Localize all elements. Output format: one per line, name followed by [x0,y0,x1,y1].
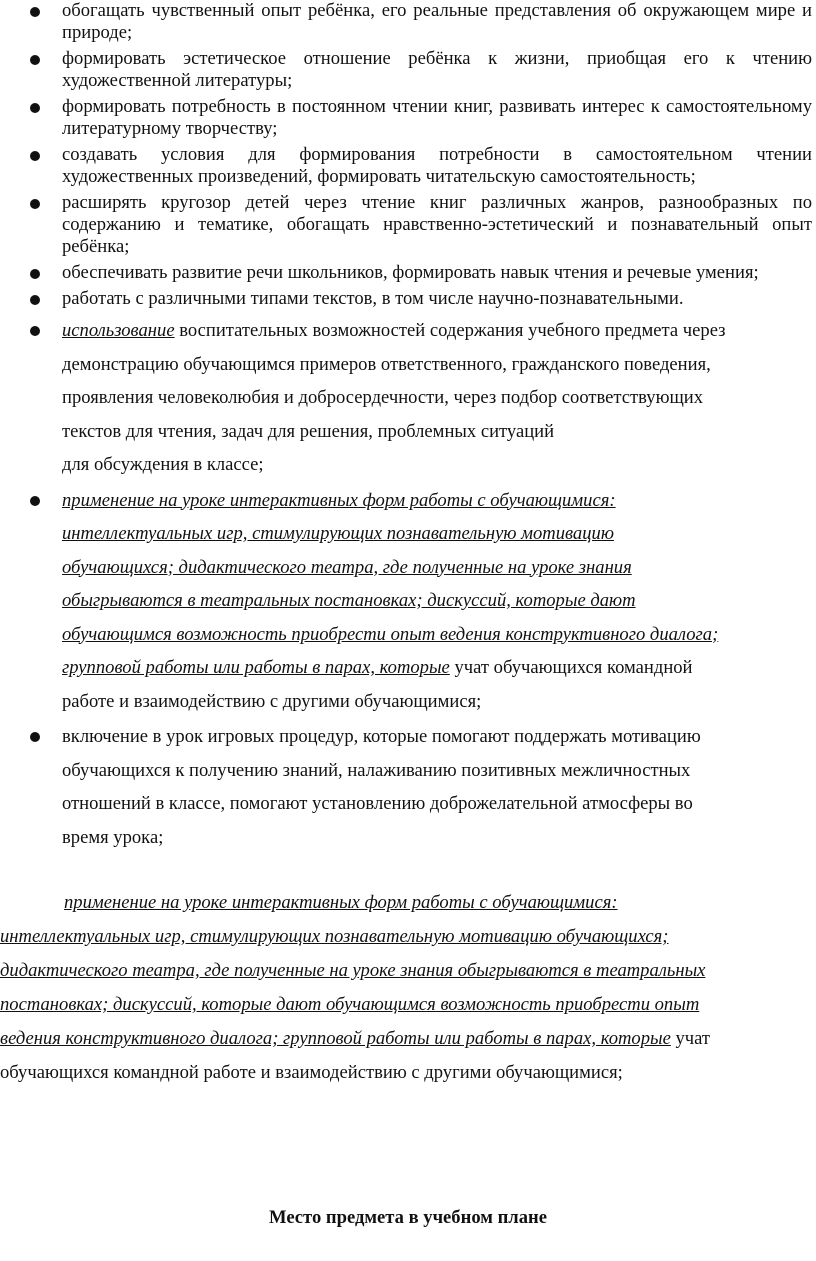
list-item-text: воспитательных возможностей содержания учебного предмета через [174,320,726,341]
emphasis-text: дидактического театра, где полученные на уроке знания обыгрываются в театральных [0,960,706,981]
list-item-interactive [0,484,816,719]
list-item-text: обучающихся к получению знаний, налаживанию позитивных межличностных [62,759,691,781]
list-item-text: для обсуждения в классе; [62,454,264,475]
list-item-text: создавать условия для формирования потребности в самостоятельном чтении художественных произведений, формировать читательскую самостоятельность; [62,144,812,187]
bullet-icon [30,55,40,65]
bullet-icon [30,151,40,161]
list-item-text: обогащать чувственный опыт ребёнка, его реальные представления об окружающем мире и природе; [62,0,812,43]
list-item-games [0,720,816,854]
list-item [0,0,816,44]
emphasis-text: применение на уроке интерактивных форм работы с обучающимися: [64,892,618,913]
list-item-text: демонстрацию обучающимся примеров ответственного, гражданского поведения, [62,353,711,375]
section-heading: Место предмета в учебном плане [269,1207,547,1228]
list-item [0,288,816,310]
emphasis-text: ведения конструктивного диалога; групповой работы или работы в парах, которые [0,1028,671,1049]
list-item-text: учат обучающихся командной [449,657,693,678]
emphasis-text: интеллектуальных игр, стимулирующих познавательную мотивацию обучающихся; [0,926,669,947]
list-item [0,144,816,188]
list-item-text: формировать эстетическое отношение ребёнка к жизни, приобщая его к чтению художественной литературы; [62,48,812,91]
bullet-icon [30,199,40,209]
bullet-icon [30,496,40,506]
list-item [0,96,816,140]
paragraph-text: учат [670,1028,711,1049]
list-item-use [0,314,816,482]
emphasis-text: обучающимся возможность приобрести опыт ведения конструктивного диалога; [62,623,719,645]
bullet-icon [30,732,40,742]
list-item [0,262,816,284]
list-item-text: обеспечивать развитие речи школьников, формировать навык чтения и речевые умения; [62,262,759,283]
bullet-icon [30,326,40,336]
bullet-icon [30,103,40,113]
bullet-icon [30,269,40,279]
emphasis-text: использование [62,320,175,341]
list-item-text: время урока; [62,826,164,848]
list-item [0,48,816,92]
emphasis-text: постановках; дискуссий, которые дают обучающимся возможность приобрести опыт [0,994,700,1015]
list-item-text: отношений в классе, помогают установлению доброжелательной атмосферы во [62,793,693,814]
list-item-text: проявления человеколюбия и добросердечности, через подбор соответствующих [62,387,704,408]
bullet-icon [30,295,40,305]
emphasis-text: интеллектуальных игр, стимулирующих познавательную мотивацию [62,523,614,544]
list-item-text: работе и взаимодействию с другими обучающимися; [62,690,482,712]
list-item [0,192,816,258]
list-item-text: текстов для чтения, задач для решения, проблемных ситуаций [62,420,555,442]
emphasis-text: групповой работы или работы в парах, которые [62,657,450,678]
paragraph-text: обучающихся командной работе и взаимодействию с другими обучающимися; [0,1062,623,1083]
list-item-text: работать с различными типами текстов, в том числе научно-познавательными. [62,288,684,309]
emphasis-text: обыгрываются в театральных постановках; дискуссий, которые дают [62,590,636,611]
interactive-paragraph [0,886,812,1090]
list-item-text: формировать потребность в постоянном чтении книг, развивать интерес к самостоятельному литературному творчеству; [62,96,812,139]
emphasis-text: обучающихся; дидактического театра, где полученные на уроке знания [62,556,632,578]
list-item-text: включение в урок игровых процедур, которые помогают поддержать мотивацию [62,726,701,747]
emphasis-text: применение на уроке интерактивных форм работы с обучающимися: [62,489,616,511]
list-item-text: расширять кругозор детей через чтение книг различных жанров, разнообразных по содержанию и тематике, обогащать нравственно-эстетический и познавательный опыт ребёнка; [62,192,812,257]
bullet-icon [30,7,40,17]
